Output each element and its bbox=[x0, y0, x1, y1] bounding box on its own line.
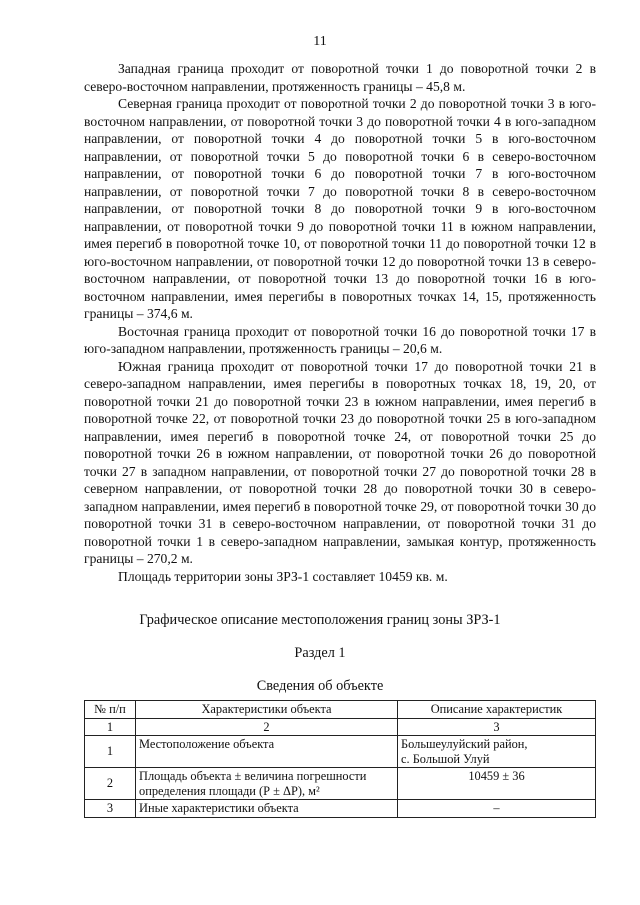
paragraph-east-border: Восточная граница проходит от поворотной точки 16 до поворотной точки 17 в юго-западном направлении, протяженность границы – 20,6 м. bbox=[84, 323, 596, 356]
row-characteristic: Площадь объекта ± величина погрешности определения площади (Р ± ΔР), м² bbox=[136, 768, 398, 800]
header-description: Описание характеристик bbox=[398, 701, 596, 719]
table-row bbox=[85, 800, 596, 818]
paragraph-area: Площадь территории зоны ЗРЗ-1 составляет 10459 кв. м. bbox=[118, 568, 448, 584]
header-characteristics: Характеристики объекта bbox=[136, 701, 398, 719]
paragraph-north-border: Северная граница проходит от поворотной точки 2 до поворотной точки 3 в юго-восточном направлении, от поворотной точки 3 до поворотной точки 4 в юго-западном направлении, от поворотной точки 4 до поворотной точки 5 в юго-восточном направлении, от поворотной точки 5 до поворотной точки 6 в северо-восточном направлении, от поворотной точки 6 до поворотной точки 7 в юго-восточном направлении, от поворотной точки 7 до поворотной точки 8 в северо-восточном направлении, от поворотной точки 8 до поворотной точки 9 в юго-восточном направлении, от поворотной точки 9 до поворотной точки 11 в южном направлении, имея перегиб в поворотной точке 10, от поворотной точки 11 до поворотной точки 12 в юго-восточном направлении, от поворотной точки 12 до поворотной точки 13 в северо-восточном направлении, от поворотной точки 13 до поворотной точки 16 в юго-восточном направлении, имея перегибы в поворотных точках 14, 15, протяженность границы – 374,6 м. bbox=[84, 96, 596, 321]
table-numbering-row bbox=[85, 718, 596, 736]
row-characteristic: Иные характеристики объекта bbox=[136, 800, 398, 818]
row-number: 1 bbox=[85, 736, 136, 768]
row-characteristic: Местоположение объекта bbox=[136, 736, 398, 768]
table-row bbox=[85, 736, 596, 768]
row-description bbox=[398, 736, 596, 768]
paragraph-west-border: Западная граница проходит от поворотной точки 1 до поворотной точки 2 в северо-восточном направлении, протяженность границы – 45,8 м. bbox=[84, 61, 596, 94]
section-number: Раздел 1 bbox=[294, 645, 346, 661]
body-text bbox=[84, 60, 596, 585]
table-title: Сведения об объекте bbox=[256, 678, 384, 694]
row-description: – bbox=[398, 800, 596, 818]
row-number: 3 bbox=[85, 800, 136, 818]
table-header-row bbox=[85, 701, 596, 719]
location-district: Большеулуйский район, bbox=[401, 737, 528, 751]
page-number: 11 bbox=[313, 34, 327, 49]
row-description: 10459 ± 36 bbox=[398, 768, 596, 800]
numbering-cell: 1 bbox=[85, 718, 136, 736]
numbering-cell: 2 bbox=[136, 718, 398, 736]
header-number: № п/п bbox=[85, 701, 136, 719]
location-village: с. Большой Улуй bbox=[401, 751, 490, 766]
numbering-cell: 3 bbox=[398, 718, 596, 736]
section-heading: Графическое описание местоположения границ зоны ЗРЗ-1 bbox=[139, 612, 501, 628]
table-row bbox=[85, 768, 596, 800]
paragraph-south-border: Южная граница проходит от поворотной точки 17 до поворотной точки 21 в северо-западном направлении, имея перегибы в поворотных точках 18, 19, 20, от поворотной точки 21 до поворотной точки 23 в южном направлении, имея перегиб в поворотной точке 22, от поворотной точки 23 до поворотной точки 25 в юго-западном направлении, имея перегиб в поворотной точке 24, от поворотной точки 25 до поворотной точки 26 в южном направлении, от поворотной точки 26 до поворотной точки 27 в западном направлении, от поворотной точки 27 до поворотной точки 28 в северном направлении, от поворотной точки 28 до поворотной точки 30 в северо-западном направлении, имея перегиб в поворотной точке 29, от поворотной точки 30 до поворотной точки 31 в северо-восточном направлении, от поворотной точки 31 до поворотной точки 1 в северо-западном направлении, замыкая контур, протяженность границы – 270,2 м. bbox=[84, 358, 596, 566]
object-info-table bbox=[84, 700, 596, 818]
row-number: 2 bbox=[85, 768, 136, 800]
